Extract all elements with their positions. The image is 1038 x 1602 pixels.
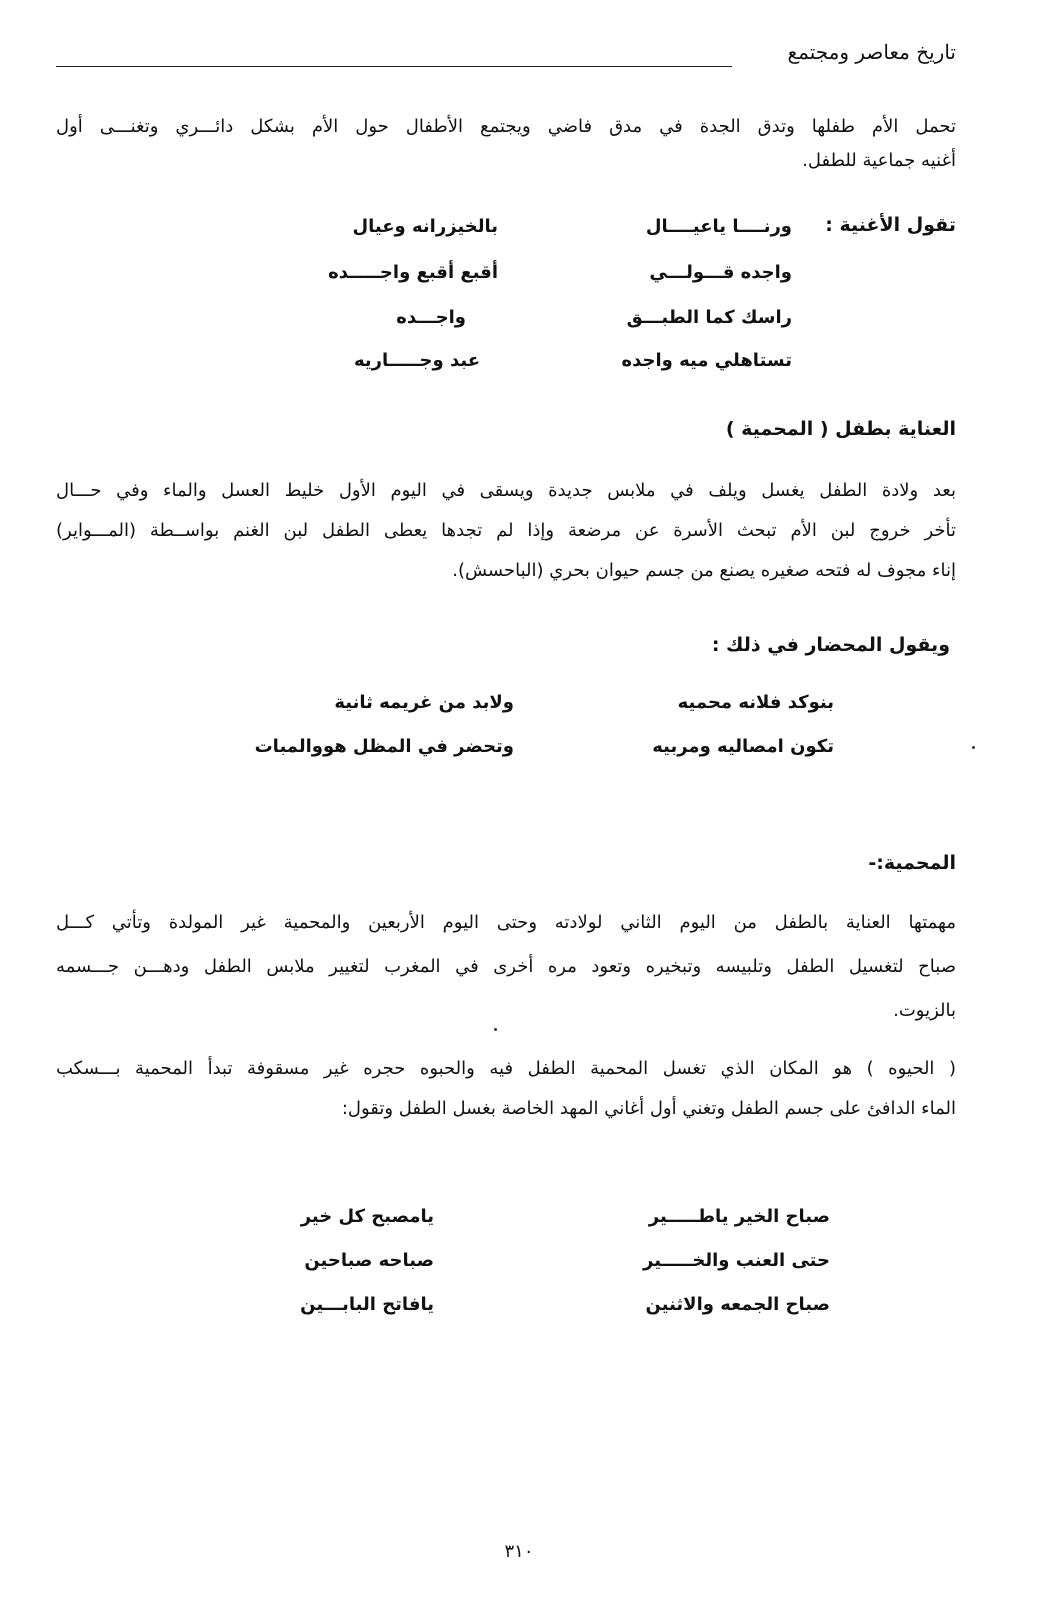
running-header-title: تاريخ معاصر ومجتمع <box>787 40 956 64</box>
speck-mark <box>494 1028 497 1031</box>
section1-line-1: بعد ولادة الطفل يغسل ويلف في ملابس جديدة ويسقى في اليوم الأول خليط العسل والماء وفي حـــال <box>56 480 956 501</box>
song3-row2-left: صباحه صباحين <box>304 1250 434 1271</box>
section2-heading: المحمية:- <box>868 852 956 874</box>
song2-row2-left: وتحضر في المظل هووالمبات <box>254 736 514 757</box>
section1-paragraph <box>56 474 956 588</box>
song1-row4-left: عبد وجـــــاريه <box>353 350 480 371</box>
section2-p1-line-2: صباح لتغسيل الطفل وتلبيسه وتبخيره وتعود مره أخرى في المغرب لتغيير ملابس الطفل ودهـــن جـــسمه <box>56 956 956 977</box>
song2-row1-right: بنوكد فلانه محميه <box>677 692 834 713</box>
song1-row3-left: واجـــده <box>396 307 466 328</box>
section2-paragraph-1 <box>56 906 956 1028</box>
song3-row2-right: حتى العنب والخـــــير <box>643 1250 830 1271</box>
song1-row2-left: أقبع أقبع واجـــــده <box>328 262 498 283</box>
section2-p2-line-2: الماء الدافئ على جسم الطفل وتغني أول أغاني المهد الخاصة بغسل الطفل وتقول: <box>341 1098 956 1119</box>
section1-line-3: إناء مجوف له فتحه صغيره يصنع من جسم حيوان بحري (الباحسش). <box>452 560 956 581</box>
song3-row1-right: صباح الخير ياطـــــير <box>648 1206 830 1227</box>
song3-row3-left: يافاتح البابـــين <box>300 1294 434 1315</box>
section2-p1-line-3: بالزيوت. <box>893 1000 956 1021</box>
song1-row1-right: ورنــــا ياعيــــال <box>645 216 792 237</box>
intro-paragraph <box>56 110 956 178</box>
song2-row1-left: ولابد من غريمه ثانية <box>334 692 514 713</box>
song2-label: ويقول المحضار في ذلك : <box>711 634 950 656</box>
section1-line-2: تأخر خروج لبن الأم تبحث الأسرة عن مرضعة وإذا لم تجدها يعطى الطفل لبن الغنم بواســطة (المـــواير) <box>56 520 956 541</box>
song1-row1-left: بالخيزرانه وعيال <box>352 216 498 237</box>
section2-paragraph-2 <box>56 1052 956 1126</box>
page-number: ٣١٠ <box>504 1541 534 1562</box>
song3-row3-right: صباح الجمعه والاثنين <box>645 1294 830 1315</box>
speck-mark <box>972 746 975 749</box>
intro-line-2: أغنيه جماعية للطفل. <box>802 150 956 171</box>
section2-p2-line-1: ( الحيوه ) هو المكان الذي تغسل المحمية الطفل فيه والحبوه حجره غير مسقوفة تبدأ المحمية بـــسكب <box>56 1058 956 1079</box>
intro-line-1: تحمل الأم طفلها وتدق الجدة في مدق فاضي ويجتمع الأطفال حول الأم بشكل دائـــري وتغنـــى أول <box>56 116 956 137</box>
song3-row1-left: يامصبح كل خير <box>300 1206 434 1227</box>
song1-row3-right: راسك كما الطبـــق <box>626 307 792 328</box>
header-rule <box>56 66 732 67</box>
section1-heading: العناية بطفل ( المحمية ) <box>725 418 956 440</box>
song1-row4-right: تستاهلي ميه واجده <box>621 350 792 371</box>
song2-row2-right: تكون امصاليه ومربيه <box>652 736 834 757</box>
song1-label: تقول الأغنية : <box>825 214 956 236</box>
section2-p1-line-1: مهمتها العناية بالطفل من اليوم الثاني لولادته وحتى اليوم الأربعين والمحمية غير المولدة وتأتي كـــل <box>56 912 956 933</box>
song1-row2-right: واجده قـــولـــي <box>649 262 792 283</box>
